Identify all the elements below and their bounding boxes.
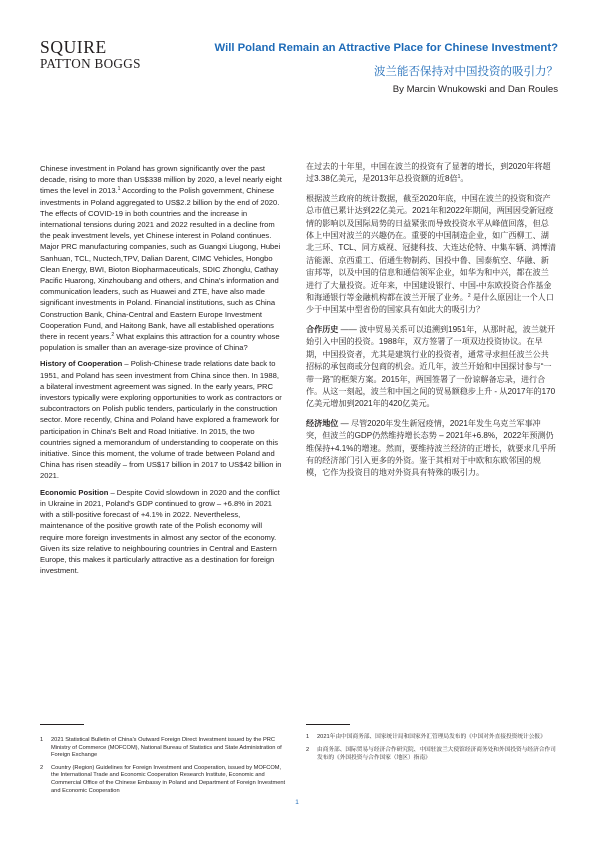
chinese-column <box>306 161 556 487</box>
chinese-economic-paragraph <box>306 418 556 480</box>
footnote-divider-english <box>40 724 84 725</box>
chinese-intro-text: 在过去的十年里，中国在波兰的投资有了显著的增长，到2020年将超过3.38亿美元，是2013年总投资额的近8倍 <box>306 162 551 184</box>
zh-history-heading: 合作历史 <box>306 324 339 334</box>
zh-economic-heading: 经济地位 <box>306 418 339 428</box>
chinese-history-paragraph <box>306 324 556 411</box>
footnotes-english <box>40 737 288 800</box>
footnote-item <box>40 765 288 795</box>
author-byline: By Marcin Wnukowski and Dan Roules <box>392 84 558 95</box>
english-economic-paragraph <box>40 487 282 577</box>
zh-economic-text: — 尽管2020年发生新冠疫情，2021年发生乌克兰军事冲突，但波兰的GDP仍然维持增长态势 – 2021年+6.8%，2022年预测仍维保持+4.1%的增速。然而，要维持波兰经济的正增长，就要求几乎所有的经济部门引入更多的外资。鉴于其相对于中欧和东欧邻国的规模，它作为投资目的地对外资具有特殊的吸引力。 <box>306 418 556 478</box>
footnote-number: 1 <box>40 737 44 743</box>
footnote-ref-2: 2 <box>111 332 115 339</box>
chinese-intro-paragraph <box>306 161 556 186</box>
english-intro-text-1: Chinese investment in Poland has grown significantly over the past decade, rising to more than US$338 million by 2020, a level nearly eight times the level in 2013. <box>40 164 282 196</box>
footnote-text: 2021 Statistical Bulletin of China's Outward Foreign Direct Investment issued by the PRC Ministry of Commerce (MOFCOM), National Bureau of Statistics and State Administration of Foreign Exchange <box>51 737 282 759</box>
economic-text: – Despite Covid slowdown in 2020 and the conflict in Ukraine in 2021, Poland's GDP continued to grow – +6.8% in 2021 with a still-positive forecast of +4.1% in 2022. Nevertheless, maintenance of the positive growth rate of the Polish economy will require more foreign investments in almost any sector of the economy. Given its size relative to neighbouring countries in Central and Eastern Europe, this makes it particularly attractive as a destination for foreign investment. <box>40 487 280 576</box>
english-intro-paragraph <box>40 163 282 353</box>
footnote-item <box>306 746 556 762</box>
english-column <box>40 163 282 581</box>
zh-footnote-ref-2: 2 <box>467 293 471 300</box>
logo-line-2: PATTON BOGGS <box>40 56 141 71</box>
economic-heading: Economic Position <box>40 487 109 497</box>
footnotes-chinese <box>306 733 556 768</box>
footnote-item <box>40 737 288 760</box>
english-intro-text-3: What explains this attraction for a country whose population is smaller than an average-size province of China? <box>40 332 280 353</box>
zh-history-text: —— 波中贸易关系可以追溯到1951年，从那时起，波兰就开始引入中国的投资。1988年，双方签署了一项双边投资协议。在早期，中国投资者，尤其是建筑行业的投资者，通常寻求担任波兰公共招标的承包商或分包商的机会。近几年，波兰开始和中国探讨参与“一带一路”的框架方案。2015年，两国签署了一份谅解备忘录，进行合作。从这一刻起，波兰和中国之间的贸易额稳步上升 - 从2017年的170亿美元增加到2021年的420亿美元。 <box>306 324 556 409</box>
footnote-ref-1: 1 <box>117 186 121 193</box>
zh-footnote-ref-1: 1 <box>457 174 461 181</box>
chinese-stats-paragraph <box>306 193 556 317</box>
logo-line-1: SQUIRE <box>40 37 107 57</box>
chinese-intro-end: 。 <box>460 174 469 184</box>
page-number: 1 <box>295 799 299 806</box>
footnote-divider-chinese <box>306 724 350 725</box>
history-text: – Polish-Chinese trade relations date back to 1951, and Poland has seen investment from China since then. In 1988, a bilateral investment agreement was signed. In the early years, PRC investors typically were exploring opportunities to work as contractors or subcontractors on Polish public tenders, particularly in the construction sector. More recently, China and Poland have explored a framework for participation in China's Belt and Road Initiative. In 2015, the two countries signed a memorandum of understanding to cooperate on this initiative. Since this moment, the volume of trade between Poland and China has risen steadily – from US$17 billion in 2017 to US$42 billion in 2021. <box>40 359 282 481</box>
footnote-number: 1 <box>306 734 310 740</box>
footnote-number: 2 <box>40 764 44 771</box>
footnote-text: 2021年由中国商务部、国家统计局和国家外汇管理局发布的《中国对外直接投资统计公报》 <box>317 734 546 740</box>
squire-patton-boggs-logo <box>40 38 141 71</box>
english-history-paragraph <box>40 358 282 481</box>
page-title-english: Will Poland Remain an Attractive Place for Chinese Investment? <box>214 42 558 54</box>
english-intro-text-2: According to the Polish government, Chinese investments in Poland aggregated to US$2.2 billion by the end of 2020. The effects of COVID-19 in both countries and the increase in international tensions during 2021 and 2022 resulted in a decline from the peak investment levels, yet Chinese interest in Poland continues. Major PRC manufacturing companies, such as Guangxi Liugong, Hubei Sanhuan, TCL, Nuctech,TPV, Dalian Darent, CIMC Vehicles, Hongbo Clean Energy, BWI, Bioton Biopharmaceuticals, SDIC Zhonglu, Cathay Pacific Huarong, Xinzhoubang and others, and China's information and communication leaders, such as Huawei and ZTE, have also made significant investments in Poland. Financial institutions, such as China Construction Bank, China-Central and Eastern Europe Investment Cooperation Fund, and Haitong Bank, have all established operations there in recent years. <box>40 186 281 342</box>
page-title-chinese: 波兰能否保持对中国投资的吸引力？ <box>374 66 558 78</box>
footnote-text: 由商务部、国际贸易与经济合作研究院、中国驻波兰大使馆经济商务处和外国投资与经济合作司发布的《外国投资与合作国家（地区）指南》 <box>317 747 556 762</box>
chinese-stats-end: 是什么原因让一个人口少于中国某中型省份的国家具有如此大的吸引力？ <box>306 293 554 315</box>
footnote-number: 2 <box>306 747 310 754</box>
chinese-stats-text: 根据波兰政府的统计数据，截至2020年底，中国在波兰的投资和资产总市值已累计达到22亿美元。2021年和2022年期间，两国因受新冠疫情的影响以及国际局势的日益紧张而导致投资水平从峰值回落，但总体上中国对波兰的兴趣仍在。重要的中国制造企业，如广西柳工、湖北三环、TCL、同方威视、冠捷科技、大连达伦特、中集车辆、鸿博清洁能源、京西重工、佰通生物制药、国投中鲁、国泰航空、华融、新宙邦等，以及中国的信息和通信领军企业，如华为和中兴，都在波兰进行了大量投资。近年来，中国建设银行、中国-中东欧投资合作基金和海通银行等金融机构都在波兰开展了业务。 <box>306 193 557 303</box>
history-heading: History of Cooperation <box>40 359 123 369</box>
footnote-item <box>306 733 556 741</box>
footnote-text: Country (Region) Guidelines for Foreign Investment and Cooperation, issued by MOFCOM, the International Trade and Economic Cooperation Research Institute, Economic and Commercial Office of the Chinese Embassy in Poland and Department of Foreign Investment and Economic Cooperation <box>51 764 286 794</box>
